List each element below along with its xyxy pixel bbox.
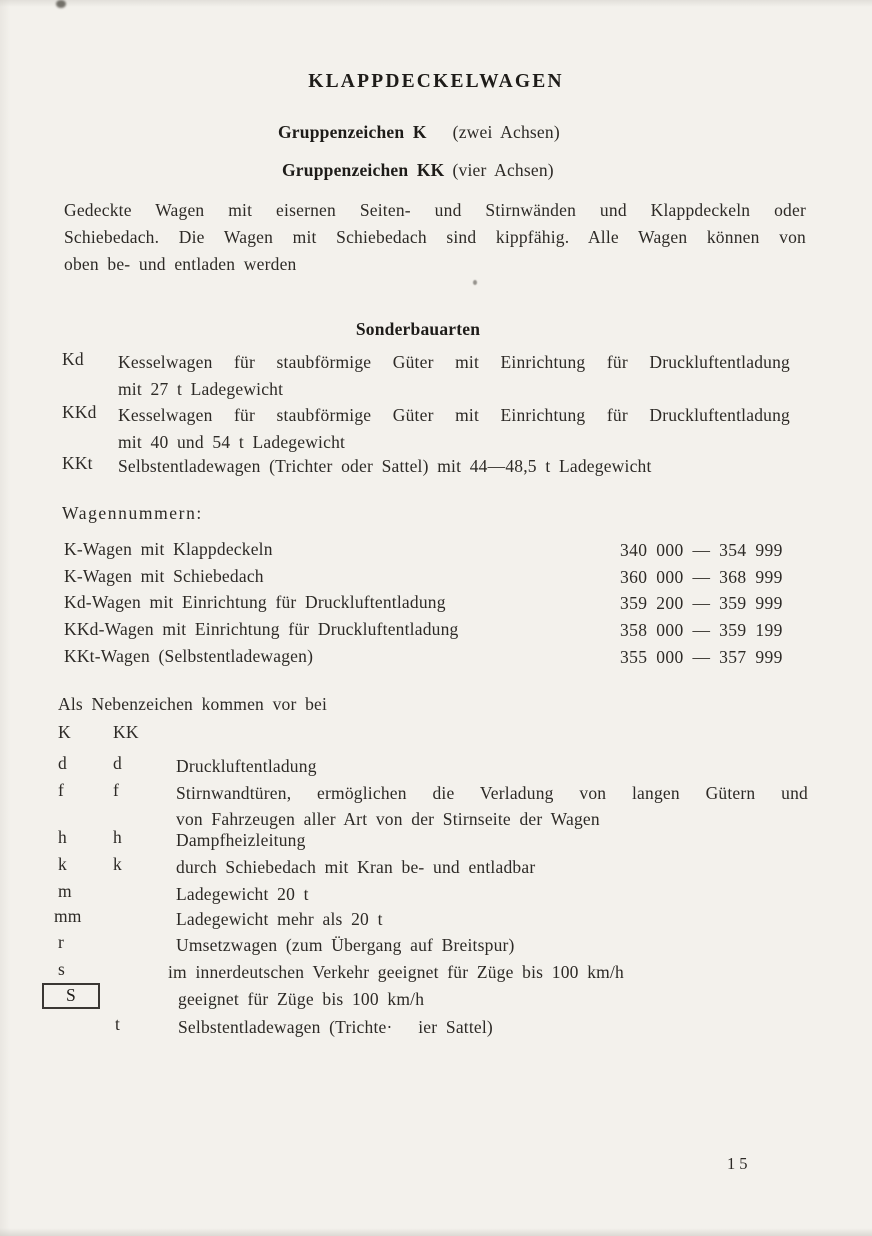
- wagennummern-range: 355 000 — 357 999: [620, 647, 783, 667]
- nebenzeichen-code-kk: h: [113, 827, 122, 847]
- nebenzeichen-description: durch Schiebedach mit Kran be- und entladbar: [176, 857, 536, 877]
- nebenzeichen-description: Ladegewicht mehr als 20 t: [176, 909, 383, 929]
- sonderbauart-desc-line: Kesselwagen für staubförmige Güter mit Einrichtung für Druckluftentladung: [118, 352, 790, 372]
- nebenzeichen-description: Ladegewicht 20 t: [176, 884, 309, 904]
- sonderbauart-code: Kd: [62, 349, 84, 369]
- sonderbauart-desc-line: mit 40 und 54 t Ladegewicht: [118, 432, 346, 452]
- gruppenzeichen-kk-note: (vier Achsen): [452, 160, 554, 180]
- gruppenzeichen-line-kk: [282, 160, 554, 181]
- nebenzeichen-description: [176, 780, 808, 832]
- page-number: 15: [727, 1154, 752, 1173]
- nebenzeichen-col-kk: KK: [113, 722, 139, 742]
- boxed-s-symbol: S: [42, 983, 100, 1009]
- wagennummern-label: KKt-Wagen (Selbstentladewagen): [64, 646, 314, 666]
- nebenzeichen-code-kk: d: [113, 753, 122, 773]
- scan-artifact-speck: [56, 0, 66, 8]
- sonderbauart-description: [118, 453, 790, 480]
- wagennummern-range: 359 200 — 359 999: [620, 593, 783, 613]
- nebenzeichen-description: Selbstentladewagen (Trichte· ier Sattel): [178, 1017, 493, 1037]
- nebenzeichen-code-k: k: [58, 854, 67, 874]
- wagennummern-range: 358 000 — 359 199: [620, 620, 783, 640]
- wagennummern-row: [0, 619, 872, 646]
- sonderbauart-code: KKt: [62, 453, 93, 473]
- nebenzeichen-col-k: K: [58, 722, 71, 742]
- wagennummern-row: [0, 566, 872, 593]
- intro-line: oben be- und entladen werden: [64, 254, 297, 274]
- nebenzeichen-code-k: r: [58, 932, 65, 952]
- wagennummern-label: KKd-Wagen mit Einrichtung für Druckluftentladung: [64, 619, 459, 639]
- wagennummern-label: Kd-Wagen mit Einrichtung für Druckluftentladung: [64, 592, 446, 612]
- sonderbauarten-heading: Sonderbauarten: [355, 319, 481, 339]
- nebenzeichen-description: Druckluftentladung: [176, 756, 317, 776]
- nebenzeichen-code-k: m: [58, 881, 72, 901]
- nebenzeichen-desc-line: Stirnwandtüren, ermöglichen die Verladung von langen Gütern und: [176, 783, 808, 803]
- nebenzeichen-description: im innerdeutschen Verkehr geeignet für Züge bis 100 km/h: [168, 962, 624, 982]
- gruppenzeichen-line-k: [278, 122, 560, 143]
- sonderbauart-desc-line: mit 27 t Ladegewicht: [118, 379, 284, 399]
- page-title: KLAPPDECKELWAGEN: [308, 71, 564, 92]
- sonderbauart-desc-line: Selbstentladewagen (Trichter oder Sattel) mit 44—48,5 t Ladegewicht: [118, 456, 652, 476]
- intro-paragraph: [64, 197, 806, 278]
- nebenzeichen-description: Dampfheizleitung: [176, 830, 306, 850]
- sonderbauart-description: [118, 402, 790, 456]
- wagennummern-row: [0, 646, 872, 673]
- intro-line: Schiebedach. Die Wagen mit Schiebedach sind kippfähig. Alle Wagen können von: [64, 227, 806, 247]
- gruppenzeichen-kk-label: Gruppenzeichen KK: [282, 160, 445, 180]
- gruppenzeichen-k-label: Gruppenzeichen K: [278, 122, 427, 142]
- wagennummern-label: K-Wagen mit Schiebedach: [64, 566, 264, 586]
- nebenzeichen-code-k: s: [58, 959, 66, 979]
- sonderbauart-description: [118, 349, 790, 403]
- sonderbauart-code: KKd: [62, 402, 97, 422]
- nebenzeichen-code-k: f: [58, 780, 65, 800]
- wagennummern-heading: Wagennummern:: [62, 503, 203, 523]
- scan-artifact-dot: [473, 280, 477, 285]
- nebenzeichen-code-k: d: [58, 753, 67, 773]
- nebenzeichen-description: geeignet für Züge bis 100 km/h: [178, 989, 425, 1009]
- wagennummern-row: [0, 592, 872, 619]
- nebenzeichen-code-kk: f: [113, 780, 120, 800]
- nebenzeichen-code-k: h: [58, 827, 67, 847]
- gruppenzeichen-k-note: (zwei Achsen): [452, 122, 560, 142]
- sonderbauart-desc-line: Kesselwagen für staubförmige Güter mit Einrichtung für Druckluftentladung: [118, 405, 790, 425]
- intro-line: Gedeckte Wagen mit eisernen Seiten- und Stirnwänden und Klappdeckeln oder: [64, 200, 806, 220]
- nebenzeichen-desc-line: von Fahrzeugen aller Art von der Stirnseite der Wagen: [176, 809, 600, 829]
- nebenzeichen-heading: Als Nebenzeichen kommen vor bei: [58, 694, 328, 714]
- wagennummern-label: K-Wagen mit Klappdeckeln: [64, 539, 273, 559]
- wagennummern-row: [0, 539, 872, 566]
- wagennummern-range: 360 000 — 368 999: [620, 567, 783, 587]
- wagennummern-range: 340 000 — 354 999: [620, 540, 783, 560]
- nebenzeichen-code-k: mm: [54, 906, 82, 926]
- nebenzeichen-description: Umsetzwagen (zum Übergang auf Breitspur): [176, 935, 515, 955]
- nebenzeichen-code-kk: k: [113, 854, 122, 874]
- nebenzeichen-code-kk: t: [115, 1014, 121, 1034]
